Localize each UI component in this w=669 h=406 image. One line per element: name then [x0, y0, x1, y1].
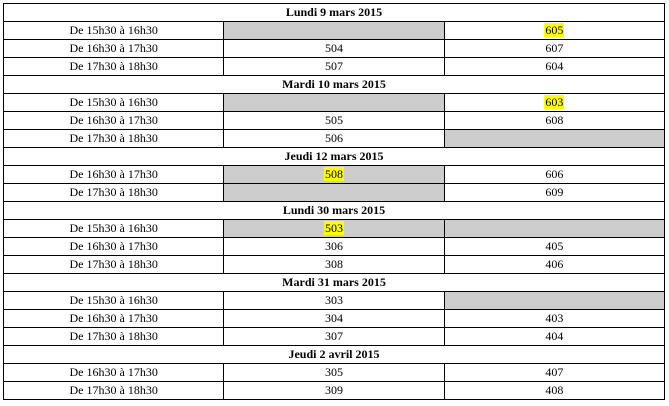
table-row: [4, 220, 665, 238]
slot-time-cell: De 15h30 à 16h30: [4, 22, 224, 40]
room-cell-a: 304: [224, 310, 444, 328]
highlighted-value: 605: [545, 23, 564, 37]
slot-time-cell: De 15h30 à 16h30: [4, 292, 224, 310]
table-row: [4, 310, 665, 328]
table-row: [4, 256, 665, 274]
room-cell-b: [444, 292, 664, 310]
room-cell-b: 408: [444, 382, 664, 400]
room-cell-a: 307: [224, 328, 444, 346]
day-header-label: Mardi 31 mars 2015: [4, 274, 665, 292]
highlighted-value: 603: [545, 95, 564, 109]
table-row: [4, 238, 665, 256]
room-cell-a: [224, 94, 444, 112]
slot-time-cell: De 17h30 à 18h30: [4, 328, 224, 346]
table-row: [4, 292, 665, 310]
room-cell-b: [444, 130, 664, 148]
slot-time-cell: De 17h30 à 18h30: [4, 130, 224, 148]
room-cell-a: 504: [224, 40, 444, 58]
day-header-label: Lundi 30 mars 2015: [4, 202, 665, 220]
room-cell-b: [444, 22, 664, 40]
day-header-row: [4, 346, 665, 364]
table-row: [4, 382, 665, 400]
room-cell-a: [224, 184, 444, 202]
room-cell-b: 406: [444, 256, 664, 274]
room-cell-b: 604: [444, 58, 664, 76]
slot-time-cell: De 16h30 à 17h30: [4, 238, 224, 256]
day-header-label: Lundi 9 mars 2015: [4, 4, 665, 22]
day-header-row: [4, 76, 665, 94]
room-cell-a: 506: [224, 130, 444, 148]
room-cell-b: [444, 220, 664, 238]
slot-time-cell: De 17h30 à 18h30: [4, 382, 224, 400]
room-cell-b: 609: [444, 184, 664, 202]
room-cell-b: 606: [444, 166, 664, 184]
room-cell-a: [224, 166, 444, 184]
slot-time-cell: De 16h30 à 17h30: [4, 166, 224, 184]
highlighted-value: 508: [324, 167, 343, 181]
slot-time-cell: De 17h30 à 18h30: [4, 184, 224, 202]
slot-time-cell: De 16h30 à 17h30: [4, 364, 224, 382]
room-cell-a: [224, 22, 444, 40]
room-cell-b: 405: [444, 238, 664, 256]
slot-time-cell: De 17h30 à 18h30: [4, 256, 224, 274]
day-header-row: [4, 4, 665, 22]
room-cell-b: [444, 94, 664, 112]
table-row: [4, 112, 665, 130]
room-cell-a: 505: [224, 112, 444, 130]
table-row: [4, 94, 665, 112]
table-row: [4, 364, 665, 382]
room-cell-a: [224, 220, 444, 238]
slot-time-cell: De 17h30 à 18h30: [4, 58, 224, 76]
room-cell-b: 407: [444, 364, 664, 382]
slot-time-cell: De 16h30 à 17h30: [4, 112, 224, 130]
table-row: [4, 22, 665, 40]
table-row: [4, 130, 665, 148]
slot-time-cell: De 15h30 à 16h30: [4, 94, 224, 112]
table-row: [4, 184, 665, 202]
table-row: [4, 58, 665, 76]
day-header-label: Jeudi 12 mars 2015: [4, 148, 665, 166]
table-row: [4, 328, 665, 346]
slot-time-cell: De 15h30 à 16h30: [4, 220, 224, 238]
room-cell-b: 404: [444, 328, 664, 346]
slot-time-cell: De 16h30 à 17h30: [4, 310, 224, 328]
table-row: [4, 40, 665, 58]
day-header-row: [4, 202, 665, 220]
schedule-table: [3, 3, 665, 400]
room-cell-a: 507: [224, 58, 444, 76]
highlighted-value: 503: [324, 221, 343, 235]
day-header-label: Mardi 10 mars 2015: [4, 76, 665, 94]
day-header-label: Jeudi 2 avril 2015: [4, 346, 665, 364]
room-cell-a: 308: [224, 256, 444, 274]
day-header-row: [4, 148, 665, 166]
room-cell-a: 305: [224, 364, 444, 382]
room-cell-b: 608: [444, 112, 664, 130]
table-row: [4, 166, 665, 184]
room-cell-b: 403: [444, 310, 664, 328]
slot-time-cell: De 16h30 à 17h30: [4, 40, 224, 58]
room-cell-a: 306: [224, 238, 444, 256]
room-cell-a: 309: [224, 382, 444, 400]
day-header-row: [4, 274, 665, 292]
room-cell-b: 607: [444, 40, 664, 58]
room-cell-a: 303: [224, 292, 444, 310]
schedule-table-body: [4, 4, 665, 400]
